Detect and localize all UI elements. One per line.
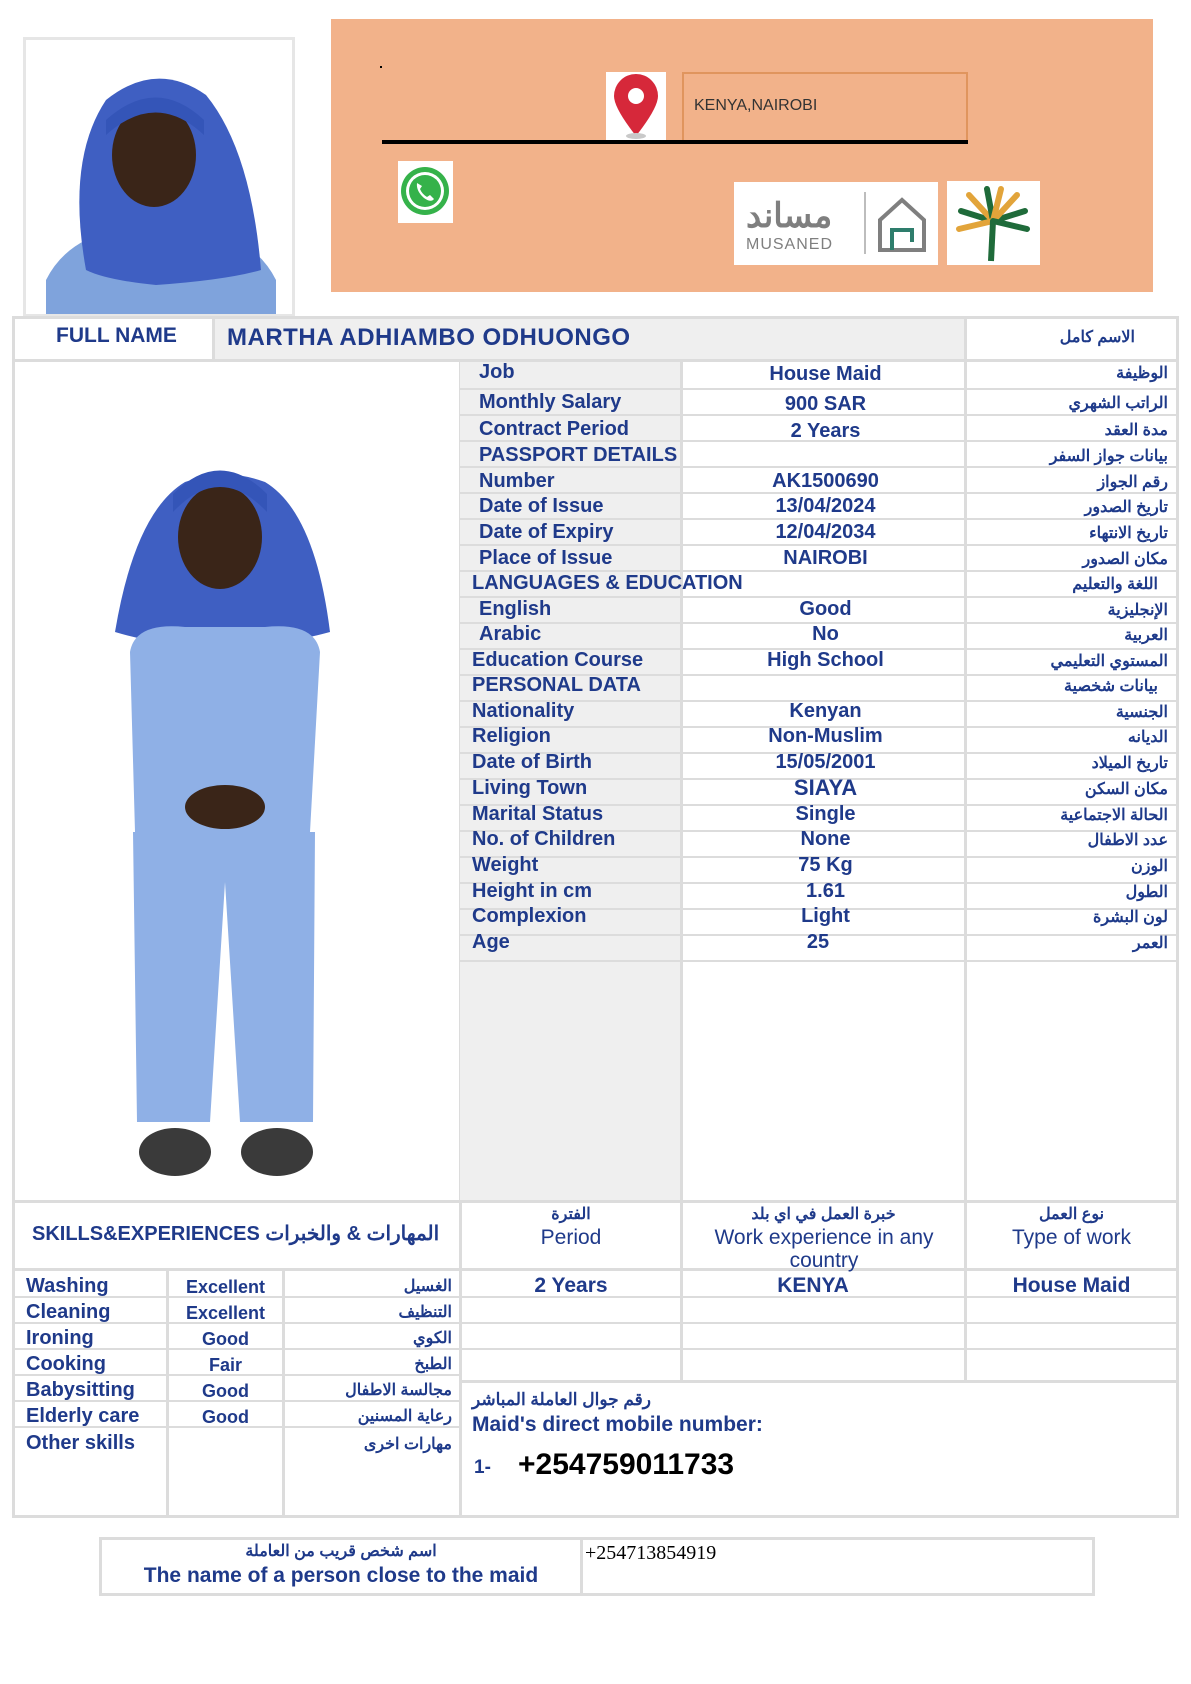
personal-heading: PERSONAL DATA	[472, 674, 641, 696]
job-label-ar: الوظيفة	[1116, 365, 1168, 382]
nationality-label: Nationality	[472, 700, 575, 722]
english-label: English	[479, 598, 552, 620]
height-value: 1.61	[806, 880, 845, 902]
type-label: Type of work	[1011, 1226, 1132, 1249]
contract-label-ar: مدة العقد	[1104, 422, 1168, 439]
salary-label: Monthly Salary	[479, 391, 622, 413]
complexion-value: Light	[801, 905, 850, 927]
skill-cooking-ar: الطبخ	[414, 1356, 452, 1373]
issue-place-label-ar: مكان الصدور	[1082, 551, 1168, 568]
children-label: No. of Children	[472, 828, 616, 850]
languages-heading-ar: اللغة والتعليم	[1072, 576, 1158, 593]
weight-label-ar: الوزن	[1130, 858, 1168, 875]
job-value: House Maid	[769, 363, 882, 385]
height-label: Height in cm	[472, 880, 593, 902]
full-name-value: MARTHA ADHIAMBO ODHUONGO	[227, 324, 631, 351]
job-label: Job	[479, 361, 515, 383]
mobile-number[interactable]: +254759011733	[518, 1448, 735, 1481]
passport-number-label: Number	[479, 470, 555, 492]
personal-heading-ar: بيانات شخصية	[1063, 678, 1158, 695]
nationality-value: Kenyan	[789, 700, 862, 722]
arabic-label: Arabic	[479, 623, 542, 645]
contact-phone[interactable]: +254713854919	[585, 1542, 717, 1564]
skill-elderly-care: Elderly care	[26, 1405, 140, 1427]
education-label-ar: المستوي التعليمي	[1050, 653, 1168, 670]
complexion-label-ar: لون البشرة	[1093, 909, 1168, 926]
marital-label-ar: الحالة الاجتماعية	[1060, 807, 1168, 824]
living-town-label-ar: مكان السكن	[1084, 781, 1168, 798]
dot-mark	[380, 66, 382, 68]
skill-elderly-care-ar: رعاية المسنين	[357, 1408, 452, 1425]
country-label-ar: خبرة العمل في اي بلد	[751, 1206, 896, 1223]
period-label: Period	[540, 1226, 602, 1249]
children-value: None	[800, 828, 851, 850]
skill-washing-ar: الغسيل	[403, 1278, 452, 1295]
ministry-palm-logo	[947, 181, 1040, 265]
skill-other-ar: مهارات اخرى	[363, 1436, 452, 1453]
religion-label-ar: الديانه	[1127, 729, 1168, 746]
experience-country-value: KENYA	[777, 1274, 849, 1297]
education-value: High School	[767, 649, 884, 671]
location-field: KENYA,NAIROBI	[682, 72, 968, 142]
arabic-value: No	[812, 623, 839, 645]
dob-label: Date of Birth	[472, 751, 592, 773]
header-underline	[382, 140, 968, 144]
full-name-label: FULL NAME	[56, 324, 177, 347]
skill-babysitting-ar: مجالسة الاطفال	[345, 1382, 452, 1399]
arabic-label-ar: العربية	[1124, 627, 1168, 644]
issue-date-label: Date of Issue	[479, 495, 604, 517]
living-town-label: Living Town	[472, 777, 588, 799]
expiry-date-value: 12/04/2034	[775, 521, 876, 543]
contact-label-ar: اسم شخص قريب من العاملة	[245, 1543, 437, 1560]
skill-washing-level: Excellent	[185, 1277, 266, 1297]
skill-cooking: Cooking	[26, 1353, 106, 1375]
languages-heading: LANGUAGES & EDUCATION	[472, 572, 743, 594]
salary-label-ar: الراتب الشهري	[1068, 395, 1168, 412]
experience-row-divider	[460, 1322, 1176, 1324]
experience-period-value: 2 Years	[534, 1274, 608, 1297]
whatsapp-icon	[398, 161, 453, 223]
period-label-ar: الفترة	[551, 1206, 591, 1223]
children-label-ar: عدد الاطفال	[1087, 832, 1168, 849]
type-label-ar: نوع العمل	[1038, 1206, 1105, 1223]
skill-cleaning-ar: التنظيف	[398, 1304, 452, 1321]
full-body-photo	[15, 362, 459, 1200]
marital-value: Single	[795, 803, 856, 825]
living-town-value: SIAYA	[793, 775, 858, 800]
headshot-photo	[23, 37, 295, 317]
age-label-ar: العمر	[1132, 935, 1168, 952]
religion-label: Religion	[472, 725, 551, 747]
skill-elderly-care-level: Good	[202, 1407, 249, 1427]
height-label-ar: الطول	[1125, 884, 1168, 901]
experience-row-divider	[460, 1348, 1176, 1350]
skill-cooking-level: Fair	[208, 1355, 242, 1375]
row-divider	[460, 960, 1176, 962]
issue-date-label-ar: تاريخ الصدور	[1084, 499, 1168, 516]
dob-label-ar: تاريخ الميلاد	[1091, 755, 1168, 772]
musaned-logo: مساند MUSANED	[734, 182, 938, 265]
full-name-label-ar: الاسم كامل	[1059, 329, 1135, 346]
skill-babysitting: Babysitting	[26, 1379, 135, 1401]
contract-value: 2 Years	[790, 420, 861, 442]
passport-heading: PASSPORT DETAILS	[479, 444, 678, 466]
skill-cleaning: Cleaning	[26, 1301, 111, 1323]
education-label: Education Course	[472, 649, 644, 671]
experience-type-value: House Maid	[1012, 1274, 1131, 1297]
skill-babysitting-level: Good	[202, 1381, 249, 1401]
issue-place-label: Place of Issue	[479, 547, 613, 569]
age-value: 25	[806, 931, 830, 953]
religion-value: Non-Muslim	[768, 725, 883, 747]
mobile-label: Maid's direct mobile number:	[472, 1413, 763, 1436]
salary-value: 900 SAR	[784, 393, 867, 415]
complexion-label: Complexion	[472, 905, 587, 927]
age-label: Age	[472, 931, 510, 953]
skill-ironing-ar: الكوي	[413, 1330, 452, 1347]
mobile-index: 1-	[474, 1457, 491, 1478]
english-value: Good	[799, 598, 852, 620]
skill-washing: Washing	[26, 1275, 109, 1297]
skill-cleaning-level: Excellent	[185, 1303, 266, 1323]
english-label-ar: الإنجليزية	[1107, 602, 1168, 619]
location-pin-icon	[606, 72, 666, 140]
issue-place-value: NAIROBI	[783, 547, 868, 569]
expiry-date-label: Date of Expiry	[479, 521, 614, 543]
nationality-label-ar: الجنسية	[1115, 704, 1168, 721]
passport-number-label-ar: رقم الجواز	[1097, 474, 1168, 491]
passport-number-value: AK1500690	[772, 470, 879, 492]
country-label: Work experience in any country	[714, 1226, 934, 1272]
contact-label: The name of a person close to the maid	[143, 1564, 539, 1587]
dob-value: 15/05/2001	[775, 751, 876, 773]
skills-heading: SKILLS&EXPERIENCES المهارات & والخبرات	[32, 1223, 440, 1245]
issue-date-value: 13/04/2024	[775, 495, 876, 517]
skill-other: Other skills	[26, 1432, 135, 1454]
skill-ironing: Ironing	[26, 1327, 94, 1349]
passport-heading-ar: بيانات جواز السفر	[1049, 448, 1168, 465]
skill-ironing-level: Good	[202, 1329, 249, 1349]
marital-label: Marital Status	[472, 803, 604, 825]
mobile-label-ar: رقم جوال العاملة المباشر	[472, 1390, 651, 1409]
contract-label: Contract Period	[479, 418, 630, 440]
expiry-date-label-ar: تاريخ الانتهاء	[1089, 525, 1168, 542]
weight-value: 75 Kg	[798, 854, 853, 876]
weight-label: Weight	[472, 854, 539, 876]
